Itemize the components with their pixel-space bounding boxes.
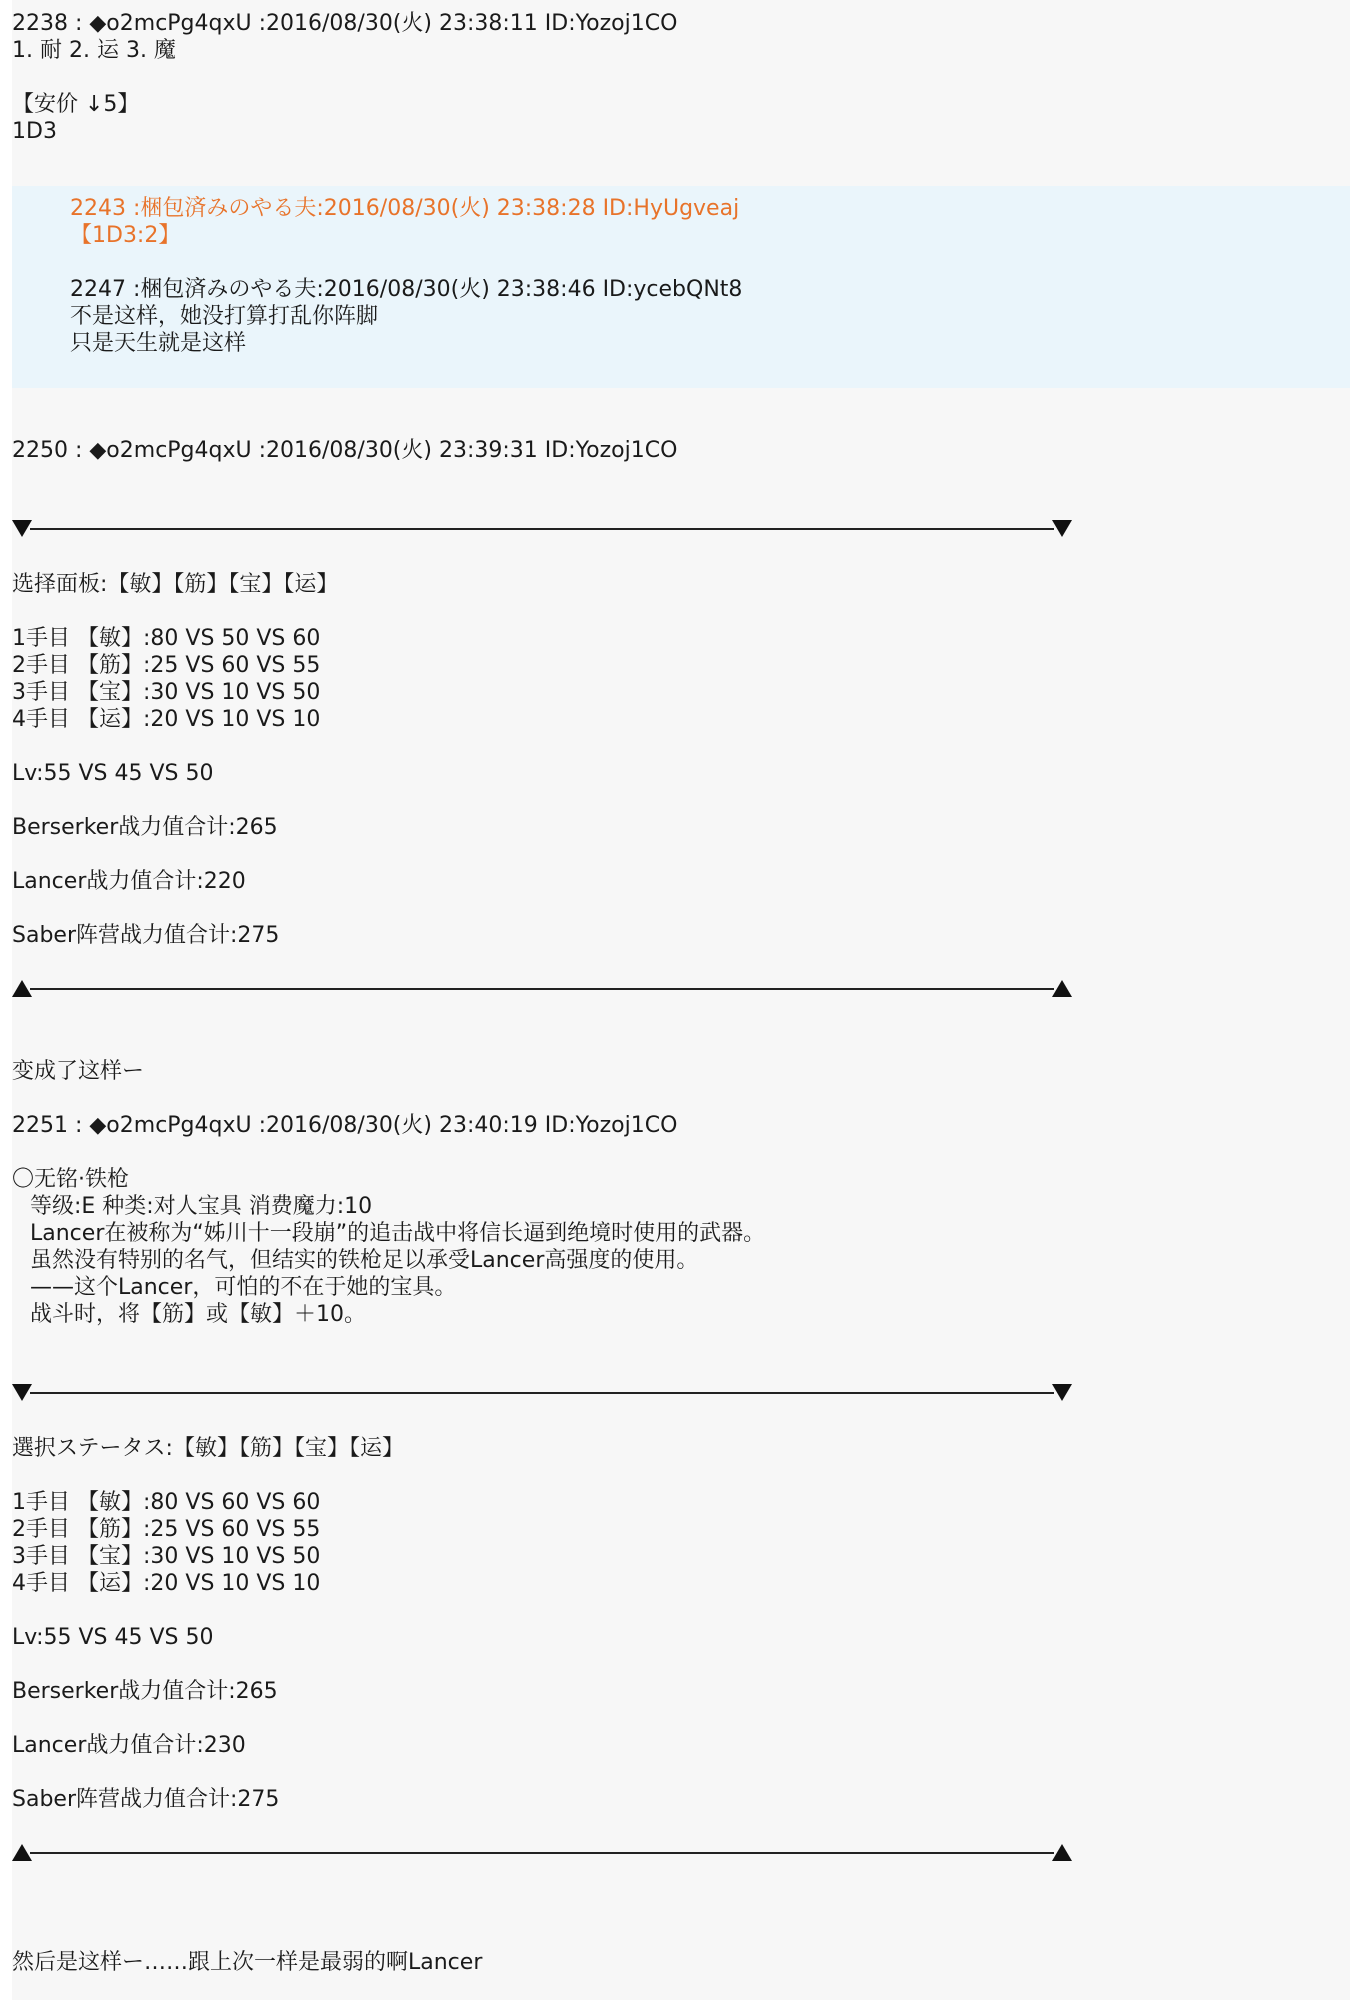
quoted-replies-box	[12, 186, 1350, 388]
quoted-post-header: 2243 :梱包済みのやる夫:2016/08/30(火) 23:38:28 ID:HyUgveaj	[70, 196, 740, 221]
stat-row: 4手目 【运】:20 VS 10 VS 10	[12, 1571, 321, 1596]
saber-total: Saber阵营战力值合计:275	[12, 1787, 280, 1812]
stat-row: 4手目 【运】:20 VS 10 VS 10	[12, 707, 321, 732]
section-divider-top	[12, 1382, 1072, 1404]
stat-row: 2手目 【筋】:25 VS 60 VS 55	[12, 1517, 321, 1542]
stat-row: 2手目 【筋】:25 VS 60 VS 55	[12, 653, 321, 678]
stat-row: 3手目 【宝】:30 VS 10 VS 50	[12, 1544, 321, 1569]
triangle-down-icon	[1052, 1384, 1072, 1401]
berserker-total: Berserker战力值合计:265	[12, 815, 278, 840]
post-line: 1. 耐 2. 运 3. 魔	[12, 38, 176, 63]
thread-page	[12, 0, 1350, 2000]
triangle-up-icon	[12, 980, 32, 997]
post-header: 2238 : ◆o2mcPg4qxU :2016/08/30(火) 23:38:11 ID:Yozoj1CO	[12, 11, 678, 36]
triangle-up-icon	[1052, 1844, 1072, 1861]
weapon-line: Lancer在被称为“姊川十一段崩”的追击战中将信长逼到绝境时使用的武器。	[30, 1221, 766, 1246]
lancer-total: Lancer战力值合计:220	[12, 869, 246, 894]
divider-rule	[30, 988, 1054, 990]
quoted-post-body: 只是天生就是这样	[70, 331, 247, 356]
weapon-title: 〇无铭·铁枪	[12, 1167, 129, 1192]
select-panel-line: 選択ステータス:【敏】【筋】【宝】【运】	[12, 1436, 404, 1461]
post-line: 然后是这样ー……跟上次一样是最弱的啊Lancer	[12, 1950, 483, 1975]
divider-rule	[30, 1852, 1054, 1854]
triangle-down-icon	[12, 520, 32, 537]
level-line: Lv:55 VS 45 VS 50	[12, 761, 214, 786]
stat-row: 1手目 【敏】:80 VS 50 VS 60	[12, 626, 321, 651]
weapon-line: 等级:E 种类:对人宝具 消费魔力:10	[30, 1194, 373, 1219]
section-divider-top	[12, 518, 1072, 540]
stat-row: 1手目 【敏】:80 VS 60 VS 60	[12, 1490, 321, 1515]
quoted-post-header: 2247 :梱包済みのやる夫:2016/08/30(火) 23:38:46 ID:ycebQNt8	[70, 277, 743, 302]
lancer-total: Lancer战力值合计:230	[12, 1733, 246, 1758]
post-line: 【安价 ↓5】	[12, 92, 140, 117]
divider-rule	[30, 1392, 1054, 1394]
quoted-post-body: 不是这样，她没打算打乱你阵脚	[70, 304, 379, 329]
select-panel-line: 选择面板:【敏】【筋】【宝】【运】	[12, 572, 339, 597]
saber-total: Saber阵营战力值合计:275	[12, 923, 280, 948]
triangle-up-icon	[1052, 980, 1072, 997]
post-line: 变成了这样ー	[12, 1059, 145, 1084]
quoted-post-body: 【1D3:2】	[70, 223, 181, 248]
triangle-up-icon	[12, 1844, 32, 1861]
stat-row: 3手目 【宝】:30 VS 10 VS 50	[12, 680, 321, 705]
triangle-down-icon	[1052, 520, 1072, 537]
berserker-total: Berserker战力值合计:265	[12, 1679, 278, 1704]
weapon-line: 虽然没有特别的名气，但结实的铁枪足以承受Lancer高强度的使用。	[30, 1248, 699, 1273]
weapon-line: 战斗时，将【筋】或【敏】＋10。	[30, 1302, 366, 1327]
triangle-down-icon	[12, 1384, 32, 1401]
divider-rule	[30, 528, 1054, 530]
section-divider-bottom	[12, 1842, 1072, 1864]
post-header: 2250 : ◆o2mcPg4qxU :2016/08/30(火) 23:39:31 ID:Yozoj1CO	[12, 438, 678, 463]
post-line: 1D3	[12, 119, 57, 144]
weapon-line: ——这个Lancer，可怕的不在于她的宝具。	[30, 1275, 457, 1300]
post-header: 2251 : ◆o2mcPg4qxU :2016/08/30(火) 23:40:19 ID:Yozoj1CO	[12, 1113, 678, 1138]
section-divider-bottom	[12, 978, 1072, 1000]
level-line: Lv:55 VS 45 VS 50	[12, 1625, 214, 1650]
